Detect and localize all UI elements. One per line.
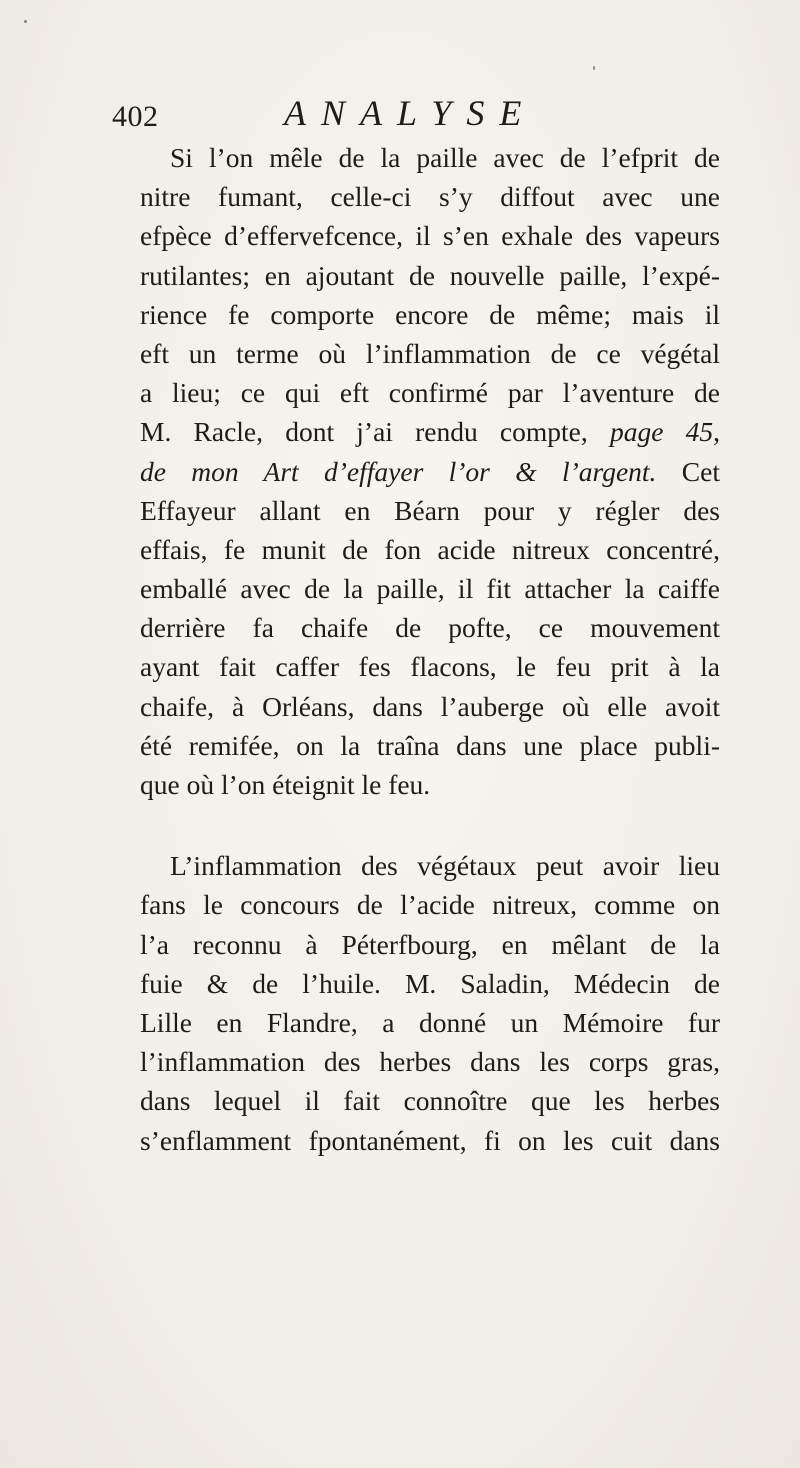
paragraph-1 [140, 138, 720, 804]
text-line: Si l’on mêle de la paille avec de l’efprit de [170, 142, 720, 173]
page-reference: page 45 [609, 416, 714, 448]
paragraph-gap [140, 804, 720, 846]
text-line: efpèce d’effervefcence, il s’en exhale des vapeurs [140, 220, 720, 252]
text-line [140, 452, 720, 491]
text-line: fans le concours de l’acide nitreux, comme on [140, 889, 720, 921]
text-line: L’inflammation des végétaux peut avoir lieu [170, 850, 720, 882]
text-line: emballé avec de la paille, il fit attacher la caiffe [140, 573, 720, 605]
text-line: chaife, à Orléans, dans l’auberge où elle avoit [140, 690, 720, 722]
text-line: l’a reconnu à Péterfbourg, en mêlant de la [140, 928, 720, 960]
text-line: Effayeur allant en Béarn pour y régler des [140, 494, 720, 526]
text-line [140, 412, 720, 451]
running-title: ANALYSE [284, 93, 537, 133]
text-line: a lieu; ce qui eft confirmé par l’aventure de [140, 377, 720, 409]
text-line: eft un terme où l’inflammation de ce végétal [140, 337, 720, 369]
text-segment: Cet [681, 455, 720, 487]
book-title-reference: de mon Art d’effayer l’or & l’argent. [140, 455, 657, 487]
text-line: ayant fait caffer fes flacons, le feu prit à la [140, 651, 720, 683]
paper-speck [24, 20, 27, 23]
text-segment: M. Racle, dont j’ai rendu compte, [140, 416, 588, 448]
text-line: fuie & de l’huile. M. Saladin, Médecin de [140, 967, 720, 999]
paper-speck [593, 66, 595, 70]
text-line: rutilantes; en ajoutant de nouvelle paille, l’expé- [140, 259, 720, 291]
paragraph-2 [140, 846, 720, 1160]
text-line: l’inflammation des herbes dans les corps gras, [140, 1046, 720, 1078]
text-segment: , [713, 416, 720, 448]
text-line: Lille en Flandre, a donné un Mémoire fur [140, 1006, 720, 1038]
text-line: derrière fa chaife de pofte, ce mouvement [140, 612, 720, 644]
text-line: nitre fumant, celle-ci s’y diffout avec une [140, 181, 720, 213]
text-line: effais, fe munit de fon acide nitreux concentré, [140, 533, 720, 565]
text-line: s’enflamment fpontanément, fi on les cuit dans [140, 1124, 720, 1156]
page-header [112, 92, 712, 142]
text-line: dans lequel il fait connoître que les herbes [140, 1085, 720, 1117]
text-line: été remifée, on la traîna dans une place publi- [140, 729, 720, 761]
body-text [140, 138, 720, 1160]
text-line: rience fe comporte encore de même; mais il [140, 298, 720, 330]
text-line: que où l’on éteignit le feu. [140, 769, 431, 800]
page-number: 402 [112, 100, 159, 133]
